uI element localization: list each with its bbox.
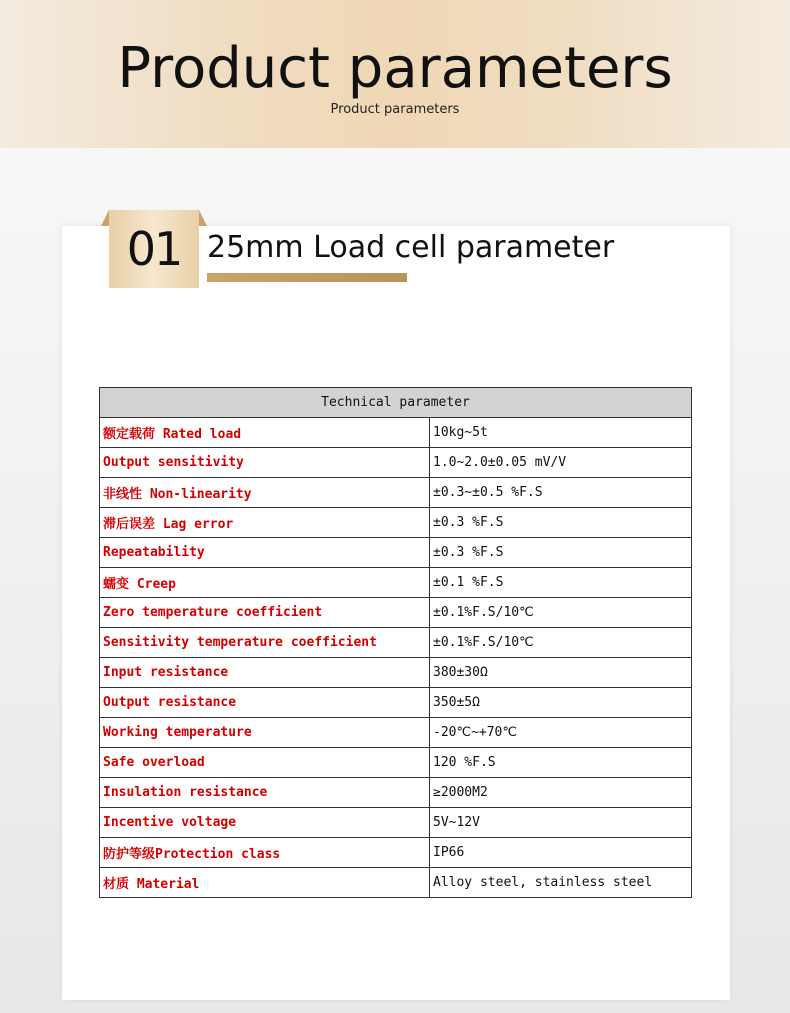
param-name: 防护等级Protection class [100, 838, 430, 868]
table-row [100, 688, 692, 718]
param-value: 120 %F.S [430, 748, 692, 778]
table-row [100, 508, 692, 538]
table-row [100, 538, 692, 568]
table-header-row [100, 388, 692, 418]
parameter-table [99, 387, 692, 898]
section-underline [207, 273, 407, 282]
page-title: Product parameters [117, 36, 673, 101]
table-row [100, 838, 692, 868]
table-row [100, 448, 692, 478]
param-value: ±0.3~±0.5 %F.S [430, 478, 692, 508]
param-name: 蠕变 Creep [100, 568, 430, 598]
param-name: Working temperature [100, 718, 430, 748]
param-value: 380±30Ω [430, 658, 692, 688]
table-row [100, 598, 692, 628]
param-value: ±0.1%F.S/10℃ [430, 598, 692, 628]
table-row [100, 868, 692, 898]
param-value: 10kg~5t [430, 418, 692, 448]
table-row [100, 568, 692, 598]
table-row [100, 418, 692, 448]
param-name: Repeatability [100, 538, 430, 568]
param-name: 非线性 Non-linearity [100, 478, 430, 508]
table-row [100, 478, 692, 508]
param-name: Output resistance [100, 688, 430, 718]
param-value: ≥2000M2 [430, 778, 692, 808]
param-value: ±0.1 %F.S [430, 568, 692, 598]
tab-fold-left [101, 210, 109, 226]
param-value: 5V~12V [430, 808, 692, 838]
param-name: Incentive voltage [100, 808, 430, 838]
param-value: IP66 [430, 838, 692, 868]
param-name: Insulation resistance [100, 778, 430, 808]
param-name: 额定载荷 Rated load [100, 418, 430, 448]
table-row [100, 808, 692, 838]
table-row [100, 718, 692, 748]
param-name: 滞后误差 Lag error [100, 508, 430, 538]
table-row [100, 628, 692, 658]
table-row [100, 658, 692, 688]
param-value: ±0.3 %F.S [430, 508, 692, 538]
tab-fold-right [199, 210, 207, 226]
param-name: Safe overload [100, 748, 430, 778]
table-row [100, 778, 692, 808]
param-name: Input resistance [100, 658, 430, 688]
section-number: 01 [126, 222, 182, 276]
table-header: Technical parameter [100, 388, 692, 418]
param-value: ±0.1%F.S/10℃ [430, 628, 692, 658]
page-subtitle: Product parameters [330, 102, 460, 117]
param-value: ±0.3 %F.S [430, 538, 692, 568]
section-title: 25mm Load cell parameter [207, 230, 615, 265]
param-name: Sensitivity temperature coefficient [100, 628, 430, 658]
param-name: 材质 Material [100, 868, 430, 898]
param-name: Zero temperature coefficient [100, 598, 430, 628]
param-value: Alloy steel, stainless steel [430, 868, 692, 898]
param-value: 350±5Ω [430, 688, 692, 718]
table-body [100, 418, 692, 898]
table-row [100, 748, 692, 778]
param-value: 1.0~2.0±0.05 mV/V [430, 448, 692, 478]
param-value: -20℃~+70℃ [430, 718, 692, 748]
param-name: Output sensitivity [100, 448, 430, 478]
